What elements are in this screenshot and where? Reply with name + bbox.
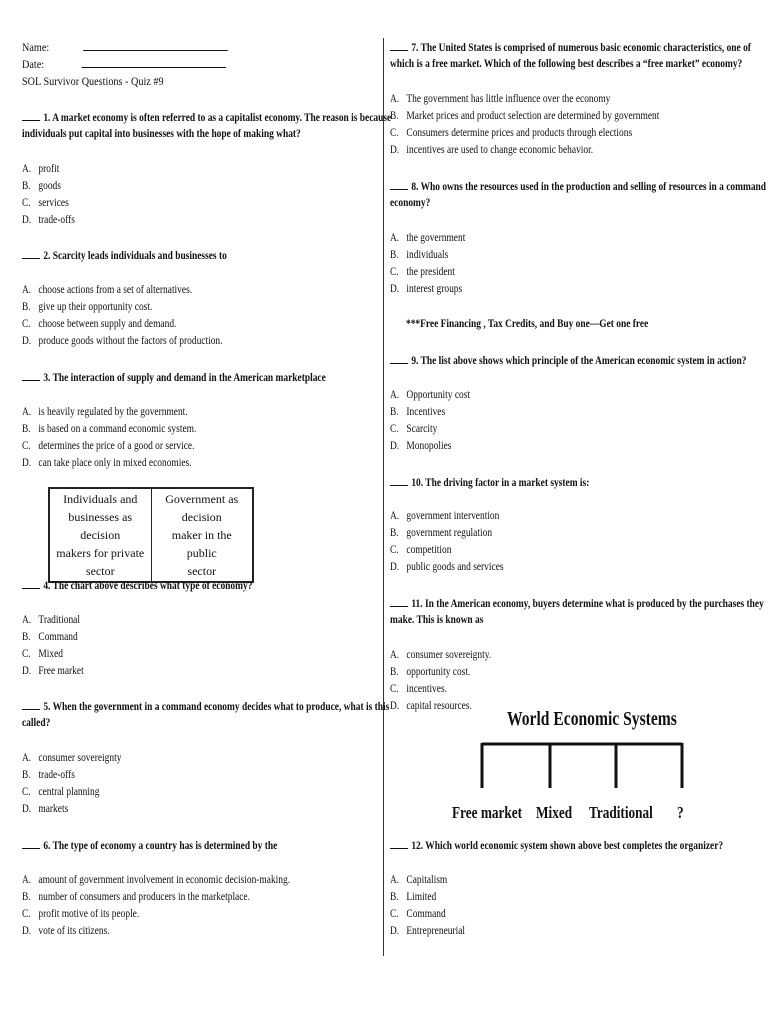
public-sector-cell: Government as decision maker in the public sector [151,488,253,582]
question-8-prompt: 8. Who owns the resources used in the production and selling of resources in a command [390,180,766,193]
answer-blank[interactable] [390,476,408,486]
q4-option-a: A. Traditional [22,614,80,626]
q6-option-d: D. vote of its citizens. [22,925,110,937]
q9-option-c: C. Scarcity [390,423,438,435]
question-8-prompt-cont: economy? [390,197,431,209]
q9-option-a: A. Opportunity cost [390,389,471,401]
incentives-list: ***Free Financing , Tax Credits, and Buy one—Get one free [406,318,649,330]
answer-blank[interactable] [22,839,40,849]
answer-blank[interactable] [22,579,40,589]
q2-option-c: C. choose between supply and demand. [22,318,177,330]
q3-option-a: A. is heavily regulated by the government. [22,406,188,418]
date-line [22,57,226,72]
q11-option-b: B. opportunity cost. [390,666,471,678]
q2-option-d: D. produce goods without the factors of production. [22,335,223,347]
answer-blank[interactable] [390,597,408,607]
question-10-prompt: 10. The driving factor in a market system is: [390,476,589,489]
answer-blank[interactable] [390,41,408,51]
question-4-prompt: 4. The chart above describes what type of economy? [22,579,252,592]
answer-blank[interactable] [22,371,40,381]
name-blank[interactable] [83,40,228,51]
q10-option-c: C. competition [390,544,452,556]
question-9-prompt: 9. The list above shows which principle of the American economic system in action? [390,354,746,367]
private-sector-cell: Individuals and businesses as decision makers for private sector [49,488,151,582]
q8-option-b: B. individuals [390,249,449,261]
q8-option-d: D. interest groups [390,283,463,295]
q4-option-b: B. Command [22,631,78,643]
q4-option-d: D. Free market [22,665,84,677]
question-5-prompt: 5. When the government in a command economy decides what to produce, what is this [22,700,389,713]
q11-option-d: D. capital resources. [390,700,472,712]
question-7-prompt-cont: which is a free market. Which of the following best describes a “free market” economy? [390,58,743,70]
q9-option-b: B. Incentives [390,406,446,418]
name-line [22,40,228,55]
name-label: Name: [22,40,50,54]
q10-option-d: D. public goods and services [390,561,504,573]
q8-option-c: C. the president [390,266,455,278]
q3-option-b: B. is based on a command economic system. [22,423,197,435]
q12-option-d: D. Entrepreneurial [390,925,466,937]
quiz-title: SOL Survivor Questions - Quiz #9 [22,74,164,88]
q7-option-d: D. incentives are used to change economic behavior. [390,144,594,156]
q4-option-c: C. Mixed [22,648,64,660]
answer-blank[interactable] [390,180,408,190]
date-blank[interactable] [82,57,227,68]
q2-option-b: B. give up their opportunity cost. [22,301,153,313]
q5-option-a: A. consumer sovereignty [22,752,122,764]
question-12-prompt: 12. Which world economic system shown above best completes the organizer? [390,839,723,852]
question-11-prompt-cont: make. This is known as [390,614,484,626]
q12-option-a: A. Capitalism [390,874,448,886]
question-5-prompt-cont: called? [22,717,51,729]
q9-option-d: D. Monopolies [390,440,452,452]
q1-option-c: C. services [22,197,69,209]
q7-option-a: A. The government has little influence over the economy [390,93,611,105]
organizer-label-traditional: Traditional [589,803,653,822]
q2-option-a: A. choose actions from a set of alternatives. [22,284,193,296]
answer-blank[interactable] [22,700,40,710]
decision-maker-table [48,487,254,583]
q5-option-c: C. central planning [22,786,100,798]
question-2-prompt: 2. Scarcity leads individuals and businesses to [22,249,227,262]
organizer-label-mixed: Mixed [536,803,573,822]
q6-option-b: B. number of consumers and producers in the marketplace. [22,891,250,903]
q11-option-c: C. incentives. [390,683,447,695]
q3-option-c: C. determines the price of a good or service. [22,440,195,452]
answer-blank[interactable] [22,111,40,121]
organizer-label-unknown: ? [677,803,684,822]
q5-option-b: B. trade-offs [22,769,75,781]
q8-option-a: A. the government [390,232,466,244]
q1-option-b: B. goods [22,180,61,192]
question-11-prompt: 11. In the American economy, buyers determine what is produced by the purchases they [390,597,764,610]
question-1-prompt: 1. A market economy is often referred to as a capitalist economy. The reason is because [22,111,391,124]
q7-option-b: B. Market prices and product selection are determined by government [390,110,660,122]
question-3-prompt: 3. The interaction of supply and demand in the American marketplace [22,371,326,384]
q12-option-b: B. Limited [390,891,437,903]
q1-option-a: A. profit [22,163,60,175]
q11-option-a: A. consumer sovereignty. [390,649,492,661]
q6-option-a: A. amount of government involvement in economic decision-making. [22,874,291,886]
q3-option-d: D. can take place only in mixed economies. [22,457,192,469]
column-divider [383,38,384,956]
q10-option-a: A. government intervention [390,510,500,522]
organizer-label-free-market: Free market [452,803,523,822]
q10-option-b: B. government regulation [390,527,493,539]
q6-option-c: C. profit motive of its people. [22,908,140,920]
q12-option-c: C. Command [390,908,446,920]
answer-blank[interactable] [390,354,408,364]
organizer-title: World Economic Systems [507,708,677,730]
answer-blank[interactable] [22,249,40,259]
question-6-prompt: 6. The type of economy a country has is determined by the [22,839,277,852]
organizer-bracket [478,740,688,792]
question-1-prompt-cont: individuals put capital into businesses with the hope of making what? [22,128,301,140]
answer-blank[interactable] [390,839,408,849]
question-7-prompt: 7. The United States is comprised of numerous basic economic characteristics, one of [390,41,751,54]
q7-option-c: C. Consumers determine prices and products through elections [390,127,633,139]
q1-option-d: D. trade-offs [22,214,75,226]
date-label: Date: [22,57,45,71]
q5-option-d: D. markets [22,803,69,815]
